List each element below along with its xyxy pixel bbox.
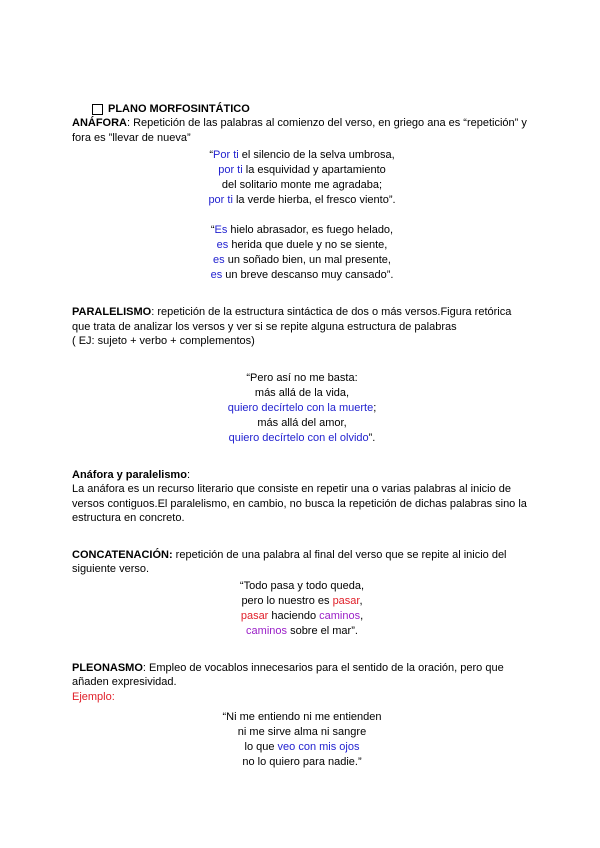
verse-line: pero lo nuestro es pasar,	[241, 594, 363, 607]
verse-line: quiero decírtelo con la muerte;	[227, 401, 377, 414]
pleonasmo-definition	[72, 661, 532, 690]
anafora-poem-2	[72, 223, 532, 283]
anafora-definition	[72, 116, 532, 145]
verse-line: más allá de la vida,	[254, 386, 350, 399]
paralelismo-example: ( EJ: sujeto + verbo + complementos)	[72, 335, 255, 347]
verse-line: quiero decírtelo con el olvido”.	[228, 431, 376, 444]
pleonasmo-def: : Empleo de vocablos innecesarios para el sentido de la oración, pero que añaden expresividad.	[72, 661, 504, 688]
verse-line: “Ni me entiendo ni me entienden	[222, 711, 382, 723]
heading-text: PLANO MORFOSINTÁTICO	[108, 103, 250, 115]
verse-line: del solitario monte me agradaba;	[221, 179, 383, 191]
paralelismo-def: : repetición de la estructura sintáctica de dos o más versos.Figura retórica que trata de analizar los versos y ver si se repite alguna estructura de palabras	[72, 306, 512, 333]
concatenacion-poem	[72, 579, 532, 639]
document-page	[72, 102, 532, 770]
verse-line: pasar haciendo caminos,	[240, 609, 364, 622]
verse-line: más allá del amor,	[257, 416, 347, 429]
paralelismo-definition	[72, 305, 532, 334]
anafora-poem-1	[72, 148, 532, 208]
verse-line: “Todo pasa y todo queda,	[239, 579, 365, 592]
verse-line: “Por ti el silencio de la selva umbrosa,	[209, 149, 395, 161]
verse-line: ni me sirve alma ni sangre	[237, 726, 367, 738]
verse-line: lo que veo con mis ojos	[244, 741, 360, 753]
pleonasmo-term: PLEONASMO	[72, 661, 143, 674]
anafora-term: ANÁFORA	[72, 117, 127, 129]
anafora-paralelismo-heading: Anáfora y paralelismo:	[72, 468, 190, 481]
verse-line: “Pero así no me basta:	[246, 371, 358, 384]
verse-line: no lo quiero para nadie.”	[242, 756, 362, 768]
section-heading	[92, 102, 532, 116]
verse-line: es herida que duele y no se siente,	[216, 239, 388, 251]
anafora-paralelismo-text: La anáfora es un recurso literario que consiste en repetir una o varias palabras al inicio de versos contiguos.El paralelismo, en cambio, no busca la repetición de dichas palabras sino la estructura en concreto.	[72, 483, 527, 524]
verse-line: por ti la esquividad y apartamiento	[218, 164, 386, 176]
pleonasmo-poem	[72, 710, 532, 770]
verse-line: es un soñado bien, un mal presente,	[213, 254, 391, 266]
paralelismo-term: PARALELISMO	[72, 306, 152, 318]
verse-line: es un breve descanso muy cansado”.	[210, 269, 394, 281]
verse-line: caminos sobre el mar”.	[246, 624, 358, 637]
concatenacion-definition	[72, 548, 532, 577]
pleonasmo-example-label: Ejemplo:	[72, 690, 115, 703]
concatenacion-def: repetición de una palabra al final del verso que se repite al inicio del siguiente verso.	[72, 548, 507, 575]
verse-line: “Es hielo abrasador, es fuego helado,	[210, 224, 394, 236]
concatenacion-term: CONCATENACIÓN:	[72, 548, 173, 561]
checkbox-icon	[92, 104, 103, 115]
anafora-def: : Repetición de las palabras al comienzo del verso, en griego ana es “repetición” y fora es ”llevar de nueva”	[72, 117, 527, 144]
paralelismo-poem	[72, 371, 532, 446]
verse-line: por ti la verde hierba, el fresco viento”.	[208, 194, 396, 206]
